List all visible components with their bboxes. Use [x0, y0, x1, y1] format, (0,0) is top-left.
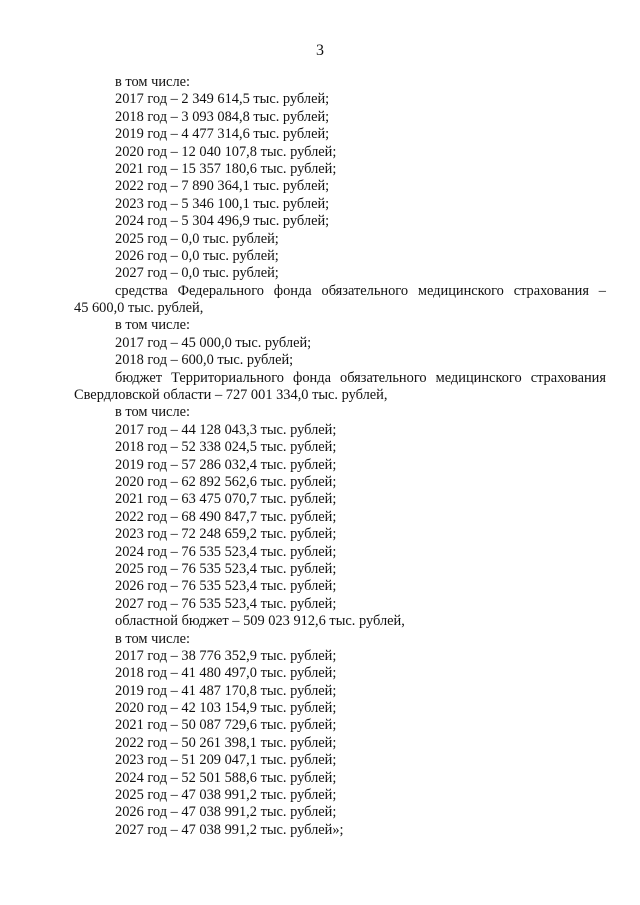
text-line: 2023 год – 51 209 047,1 тыс. рублей; [115, 752, 337, 769]
text-line: 2020 год – 62 892 562,6 тыс. рублей; [115, 473, 337, 490]
text-line: 2021 год – 50 087 729,6 тыс. рублей; [115, 717, 337, 734]
text-line: 2027 год – 47 038 991,2 тыс. рублей»; [115, 821, 344, 838]
text-line: 2026 год – 47 038 991,2 тыс. рублей; [115, 804, 337, 821]
text-line: 2018 год – 41 480 497,0 тыс. рублей; [115, 665, 337, 682]
text-line: 2023 год – 72 248 659,2 тыс. рублей; [115, 526, 337, 543]
text-line: Свердловской области – 727 001 334,0 тыс. рублей, [74, 387, 388, 404]
text-line: 2017 год – 44 128 043,3 тыс. рублей; [115, 421, 337, 438]
text-line: бюджет Территориального фонда обязательного медицинского страхования [115, 369, 606, 386]
text-line: 2018 год – 600,0 тыс. рублей; [115, 352, 294, 369]
text-line: 2019 год – 57 286 032,4 тыс. рублей; [115, 456, 337, 473]
text-line: в том числе: [115, 630, 191, 647]
text-line: 2027 год – 76 535 523,4 тыс. рублей; [115, 595, 337, 612]
text-line: 2019 год – 41 487 170,8 тыс. рублей; [115, 682, 337, 699]
text-line: 2024 год – 76 535 523,4 тыс. рублей; [115, 543, 337, 560]
text-line: в том числе: [115, 404, 191, 421]
text-line: 2025 год – 47 038 991,2 тыс. рублей; [115, 787, 337, 804]
text-line: 2020 год – 12 040 107,8 тыс. рублей; [115, 143, 337, 160]
text-line: средства Федерального фонда обязательного медицинского страхования – [115, 282, 606, 299]
page-number: 3 [316, 42, 324, 59]
text-line: 2025 год – 76 535 523,4 тыс. рублей; [115, 560, 337, 577]
text-line: 2024 год – 52 501 588,6 тыс. рублей; [115, 769, 337, 786]
text-line: 2017 год – 45 000,0 тыс. рублей; [115, 334, 312, 351]
text-line: в том числе: [115, 74, 191, 90]
text-line: областной бюджет – 509 023 912,6 тыс. рублей, [115, 613, 405, 630]
text-line: 2019 год – 4 477 314,6 тыс. рублей; [115, 126, 330, 143]
text-line: 2026 год – 76 535 523,4 тыс. рублей; [115, 578, 337, 595]
text-line: в том числе: [115, 317, 191, 334]
text-line: 2018 год – 52 338 024,5 тыс. рублей; [115, 439, 337, 456]
text-line: 45 600,0 тыс. рублей, [74, 300, 204, 317]
text-line: 2020 год – 42 103 154,9 тыс. рублей; [115, 700, 337, 717]
text-line: 2025 год – 0,0 тыс. рублей; [115, 230, 279, 247]
text-line: 2026 год – 0,0 тыс. рублей; [115, 247, 279, 264]
text-line: 2021 год – 15 357 180,6 тыс. рублей; [115, 160, 337, 177]
text-line: 2022 год – 50 261 398,1 тыс. рублей; [115, 734, 337, 751]
text-line: 2022 год – 7 890 364,1 тыс. рублей; [115, 178, 330, 195]
text-line: 2017 год – 2 349 614,5 тыс. рублей; [115, 91, 330, 108]
text-line: 2021 год – 63 475 070,7 тыс. рублей; [115, 491, 337, 508]
text-line: 2027 год – 0,0 тыс. рублей; [115, 265, 279, 282]
document-body [74, 74, 606, 839]
text-line: 2023 год – 5 346 100,1 тыс. рублей; [115, 195, 330, 212]
text-line: 2017 год – 38 776 352,9 тыс. рублей; [115, 647, 337, 664]
text-line: 2018 год – 3 093 084,8 тыс. рублей; [115, 108, 330, 125]
text-line: 2024 год – 5 304 496,9 тыс. рублей; [115, 213, 330, 230]
text-line: 2022 год – 68 490 847,7 тыс. рублей; [115, 508, 337, 525]
